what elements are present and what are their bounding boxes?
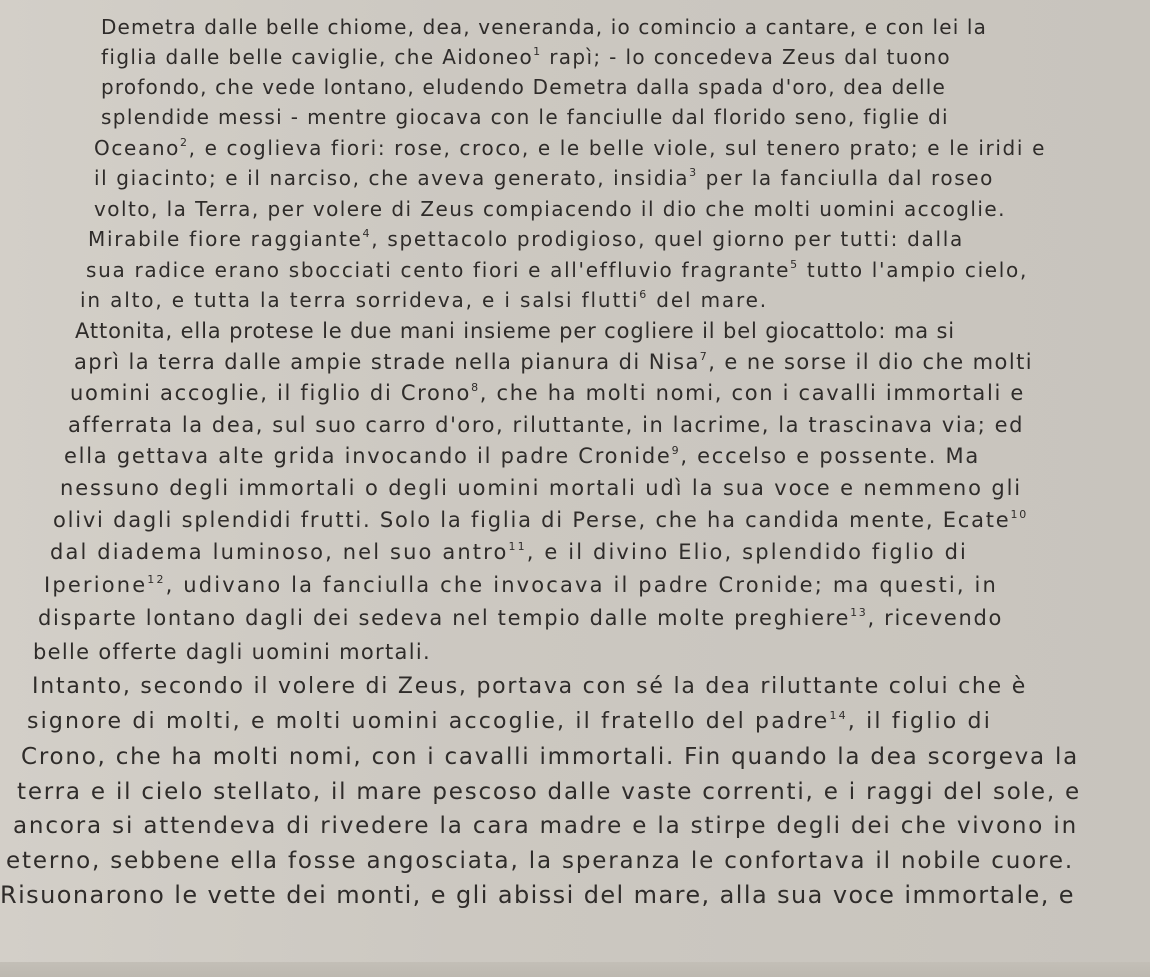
text-segment: nessuno degli immortali o degli uomini mortali udì la sua voce e nemmeno gli — [60, 476, 1022, 500]
text-segment: Iperione — [44, 573, 148, 597]
footnote-marker: 6 — [639, 288, 649, 301]
footnote-marker: 1 — [533, 45, 542, 58]
text-segment: disparte lontano dagli dei sedeva nel tempio dalle molte preghiere — [38, 606, 851, 630]
footnote-marker: 3 — [689, 166, 698, 179]
text-segment: figlia dalle belle caviglie, che Aidoneo — [101, 45, 534, 69]
page-bottom-edge — [0, 962, 1150, 977]
text-segment: sua radice erano sbocciati cento fiori e all'effluvio fragrante — [86, 258, 791, 282]
footnote-marker: 7 — [699, 350, 709, 363]
text-line — [21, 742, 1079, 772]
text-line — [68, 410, 1024, 440]
text-line — [17, 777, 1081, 807]
text-line — [60, 473, 1022, 503]
text-segment: afferrata la dea, sul suo carro d'oro, riluttante, in lacrime, la trascinava via; ed — [68, 413, 1024, 437]
text-segment: Risuonarono le vette dei monti, e gli abissi del mare, alla sua voce immortale, e — [0, 881, 1075, 909]
text-line — [6, 846, 1074, 876]
text-segment: rapì; - lo concedeva Zeus dal tuono — [541, 45, 951, 69]
text-segment: profondo, che vede lontano, eludendo Demetra dalla spada d'oro, dea delle — [101, 75, 946, 99]
text-segment: , e coglieva fiori: rose, croco, e le belle viole, sul tenero prato; e le iridi e — [188, 136, 1047, 160]
text-line — [101, 102, 949, 132]
text-segment: il giacinto; e il narciso, che aveva generato, insidia — [94, 166, 690, 190]
text-line — [101, 72, 946, 102]
text-line — [38, 603, 1003, 633]
text-segment: per la fanciulla dal roseo — [697, 166, 994, 190]
text-segment: Demetra dalle belle chiome, dea, veneranda, io comincio a cantare, e con lei la — [101, 15, 987, 39]
text-segment: , che ha molti nomi, con i cavalli immortali e — [479, 381, 1025, 405]
footnote-marker: 13 — [850, 606, 868, 619]
text-segment: dal diadema luminoso, nel suo antro — [50, 540, 509, 564]
text-segment: , il figlio di — [847, 709, 992, 734]
text-segment: ancora si attendeva di rivedere la cara madre e la stirpe degli dei che vivono in — [13, 813, 1078, 839]
text-line — [44, 570, 998, 600]
text-line — [74, 347, 1033, 377]
text-segment: belle offerte dagli uomini mortali. — [33, 640, 431, 664]
text-segment: , udivano la fanciulla che invocava il padre Cronide; ma questi, in — [165, 573, 998, 597]
text-segment: terra e il cielo stellato, il mare pescoso dalle vaste correnti, e i raggi del sole, e — [17, 779, 1081, 805]
text-segment: eterno, sebbene ella fosse angosciata, la speranza le confortava il nobile cuore. — [6, 848, 1074, 874]
footnote-marker: 4 — [362, 227, 372, 240]
footnote-marker: 5 — [790, 258, 799, 271]
text-line — [32, 672, 1027, 702]
text-segment: Oceano — [94, 136, 181, 160]
text-line — [101, 12, 987, 42]
footnote-marker: 10 — [1010, 508, 1028, 521]
footnote-marker: 14 — [829, 709, 848, 722]
text-line — [94, 163, 994, 193]
text-line — [80, 285, 768, 315]
text-line — [0, 880, 1075, 910]
text-line — [70, 378, 1025, 408]
text-segment: in alto, e tutta la terra sorrideva, e i salsi flutti — [80, 288, 640, 312]
text-segment: Crono, che ha molti nomi, con i cavalli immortali. Fin quando la dea scorgeva la — [21, 744, 1079, 770]
text-segment: tutto l'ampio cielo, — [798, 258, 1028, 282]
footnote-marker: 9 — [671, 444, 681, 457]
text-segment: Intanto, secondo il volere di Zeus, portava con sé la dea riluttante colui che è — [32, 674, 1027, 699]
text-line — [94, 133, 1046, 163]
text-segment: del mare. — [648, 288, 768, 312]
footnote-marker: 2 — [180, 136, 189, 149]
text-segment: splendide messi - mentre giocava con le fanciulle dal florido seno, figlie di — [101, 105, 949, 129]
text-line — [53, 505, 1028, 535]
text-line — [13, 811, 1078, 841]
text-line — [94, 194, 1006, 224]
text-segment: volto, la Terra, per volere di Zeus compiacendo il dio che molti uomini accoglie. — [94, 197, 1006, 221]
text-line — [88, 224, 964, 254]
text-line — [33, 637, 431, 667]
text-segment: Attonita, ella protese le due mani insieme per cogliere il bel giocattolo: ma si — [75, 319, 955, 343]
text-segment: , e ne sorse il dio che molti — [708, 350, 1033, 374]
footnote-marker: 8 — [471, 381, 480, 394]
text-line — [50, 537, 968, 567]
text-segment: uomini accoglie, il figlio di Crono — [70, 381, 472, 405]
footnote-marker: 12 — [147, 573, 166, 586]
text-segment: olivi dagli splendidi frutti. Solo la figlia di Perse, che ha candida mente, Ecate — [53, 508, 1011, 532]
footnote-marker: 11 — [508, 540, 527, 553]
text-segment: signore di molti, e molti uomini accoglie, il fratello del padre — [27, 709, 830, 734]
text-segment: ella gettava alte grida invocando il padre Cronide — [64, 444, 672, 468]
text-line — [86, 255, 1028, 285]
text-segment: , eccelso e possente. Ma — [680, 444, 980, 468]
text-segment: Mirabile fiore raggiante — [88, 227, 363, 251]
text-segment: , ricevendo — [867, 606, 1003, 630]
text-segment: , spettacolo prodigioso, quel giorno per tutti: dalla — [371, 227, 964, 251]
text-segment: aprì la terra dalle ampie strade nella pianura di Nisa — [74, 350, 700, 374]
text-line — [27, 707, 992, 737]
text-line — [75, 316, 955, 346]
text-line — [64, 441, 980, 471]
text-line — [101, 42, 951, 72]
text-segment: , e il divino Elio, splendido figlio di — [526, 540, 969, 564]
